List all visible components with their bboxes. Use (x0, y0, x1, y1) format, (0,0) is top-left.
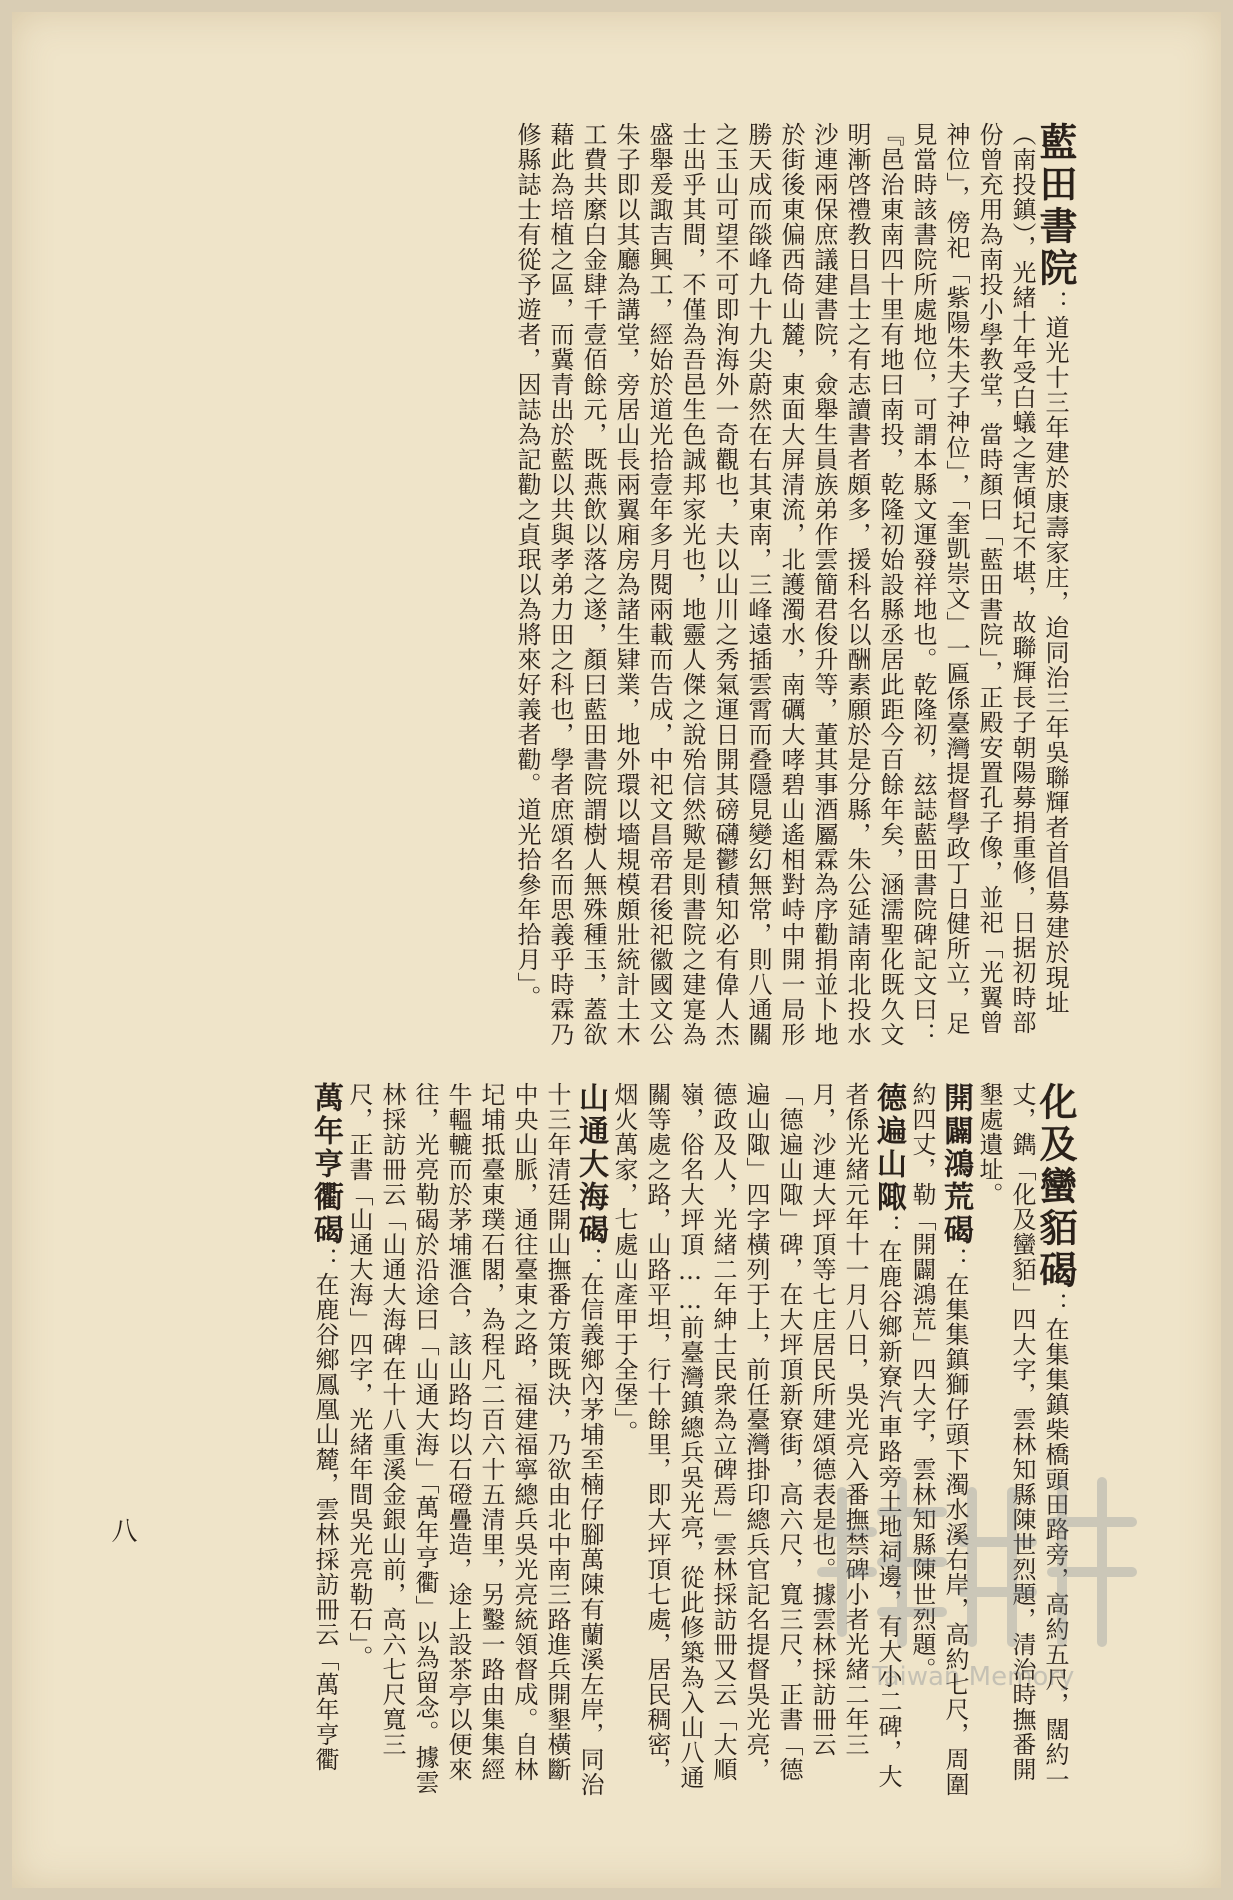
library-watermark (812, 1452, 1172, 1732)
section-body: ：在集集鎮柴橋頭田路旁，高約五尺，闊約一丈，鐫「化及蠻貊」四大字，雲林知縣陳世烈題，清治時撫番開墾處遺址。 (975, 1082, 1069, 1792)
section-body: ：在信義鄉內茅埔至楠仔腳萬陳有蘭溪左岸，同治十三年清廷開山撫番方策既決，乃欲由北中南三路進兵開墾橫斷中央山脈，通往臺東之路，福建福寧總兵吳光亮統領督成。自林圮埔抵臺東璞石閣，為程凡二百六十五清里，另鑿一路由集集經牛轀轆而於茅埔滙合，該山路均以石磴疊造，途上設茶亭以便來往，光亮勒碣於沿途曰「山通大海」「萬年亨衢」以為留念。據雲林採訪冊云「山通大海碑在十八重溪金銀山前，高六七尺寬三尺，正書「山通大海」四字，光緒年間吳光亮勒石」。 (345, 1082, 604, 1797)
document-page (12, 12, 1221, 1888)
page-number: 八 (107, 1517, 137, 1543)
lantian-academy-section (142, 122, 1078, 1057)
section-title: 化及蠻貊碣 (1033, 1082, 1078, 1292)
watermark-text: Taiwan Memory (872, 1662, 1075, 1692)
section-title: 藍田書院 (1033, 122, 1078, 290)
section-title: 開闢鴻荒碣 (938, 1082, 973, 1247)
section-title: 德遍山陬 (871, 1082, 906, 1214)
section-body: ：在鹿谷鄉新寮汽車路旁土地祠邊，有大小二碑，大者係光緒元年十一月八日，吳光亮入番撫禁碑小者光緒二年三月，沙連大坪頂等七庄居民所建頌德表是也。據雲林採訪冊云「德遍山陬」碑，在大坪頂新寮街，高六尺，寬三尺，正書「德遍山陬」四字橫列于上，前任臺灣掛印總兵官記名提督吳光亮，德政及人，光緒二年紳士民衆為立碑焉」雲林採訪冊又云「大順嶺，俗名大坪頂……前臺灣鎮總兵吳光亮，從此修築為入山八通關等處之路，山路平坦，行十餘里，即大坪頂七處，居民稠密，烟火萬家，七處山產甲于全堡」。 (610, 1082, 902, 1790)
section-title: 山通大海碣 (573, 1082, 608, 1247)
section-body: ：道光十三年建於康壽家庄，迨同治三年吳聯輝者首倡募建於現址（南投鎮），光緒十年受白蟻之害傾圮不堪，故聯輝長子朝陽募捐重修，日据初時部份曾充用為南投小學教堂，當時顏曰「藍田書院」，正殿安置孔子像，並祀「光翼曾神位」，傍祀「紫陽朱夫子神位」，「奎凱崇文」一匾係臺灣提督學政丁日健所立，足見當時該書院所處地位，可謂本縣文運發祥地也。乾隆初，玆誌藍田書院碑記文曰：『邑治東南四十里有地曰南投，乾隆初始設縣丞居此距今百餘年矣，涵濡聖化既久文明漸啓禮教日昌士之有志讀書者頗多，援科名以酬素願於是分縣，朱公延請南北投水沙連兩保庶議建書院，僉舉生員族弟作雲簡君俊升等，董其事酒屬霖為序勸捐並卜地於街後東偏西倚山麓，東面大屏清流，北護濁水，南礪大哮碧山遙相對峙中開一局形勝天成而燄峰九十九尖蔚然在右其東南，三峰遠插雲霄而叠隱見變幻無常，則八通關之玉山可望不可即洵海外一奇觀也，夫以山川之秀氣運日開其磅礴鬱積知必有偉人杰士出乎其間，不僅為吾邑生色誠邦家光也，地靈人傑之說殆信然歟是則書院之建寔為盛舉爰諏吉興工，經始於道光拾壹年多月閱兩載而告成，中祀文昌帝君後祀徽國文公朱子即以其廳為講堂，旁居山長兩翼廂房為諸生肄業，地外環以墻規模頗壯統計土木工費共縻白金肆千壹佰餘元，既燕飲以落之遂，顏曰藍田書院謂樹人無殊種玉，蓋欲藉此為培植之區，而冀青出於藍以共與孝弟力田之科也，學者庶頌名而思義乎時霖乃修縣誌士有從予遊者，因誌為記勸之貞珉以為將來好義者勸。道光拾參年拾月」。 (513, 122, 1069, 1047)
section-title: 萬年亨衢碣 (308, 1082, 343, 1247)
section-body: ：在鹿谷鄉鳳凰山麓，雲林採訪冊云「萬年亨衢 (311, 1247, 339, 1772)
section-body: ：在集集鎮獅仔頭下濁水溪右岸，高約七尺，周圍約四丈，勒「開闢鴻荒」四大字，雲林知縣陳世烈題。 (908, 1082, 969, 1797)
